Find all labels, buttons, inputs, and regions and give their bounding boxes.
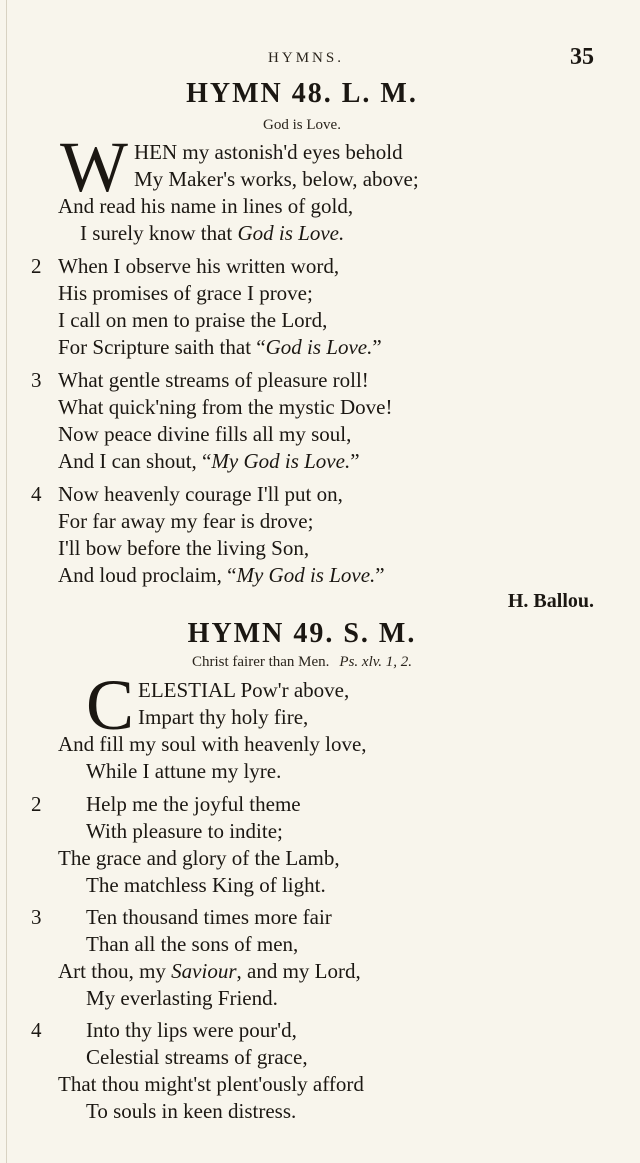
verse-text: I surely know that — [80, 221, 238, 245]
verse-line: To souls in keen distress. — [86, 1099, 297, 1123]
hymn-49-dropcap: C — [86, 665, 135, 745]
verse-line: Ten thousand times more fair — [86, 905, 332, 929]
verse-line: Help me the joyful theme — [86, 792, 301, 816]
hymn-49-scripture-ref: Ps. xlv. 1, 2. — [339, 654, 413, 670]
verse-line: Impart thy holy fire, — [138, 705, 309, 729]
hymn-48-subtitle: God is Love. — [263, 117, 341, 133]
verse-text: And I can shout, “ — [58, 449, 212, 473]
verse-number: 2 — [31, 254, 42, 278]
verse-line: My everlasting Friend. — [86, 986, 278, 1010]
verse-text: Art thou, my — [58, 959, 172, 983]
verse-line: Into thy lips were pour'd, — [86, 1018, 297, 1042]
verse-line: HEN my astonish'd eyes behold — [134, 140, 403, 164]
verse-number: 4 — [31, 482, 42, 506]
verse-line: What gentle streams of pleasure roll! — [58, 368, 369, 392]
verse-line: When I observe his written word, — [58, 254, 340, 278]
verse-line — [58, 958, 361, 984]
verse-text: ” — [375, 563, 385, 587]
hymn-48-heading: HYMN 48. L. M. — [186, 78, 418, 109]
hymn-48-attribution: H. Ballou. — [507, 590, 594, 612]
running-head — [0, 44, 640, 74]
verse-line — [58, 448, 360, 474]
verse-line: Now peace divine fills all my soul, — [58, 422, 352, 446]
verse-line — [58, 562, 385, 588]
hymn-49-subtitle-text: Christ fairer than Men. — [191, 654, 330, 670]
verse-line: For far away my fear is drove; — [58, 509, 314, 533]
verse-italic-text: God is Love. — [265, 335, 373, 359]
verse-text: ” — [350, 449, 360, 473]
verse-line — [80, 220, 344, 246]
page-number: 35 — [570, 44, 594, 70]
verse-text: ” — [372, 335, 382, 359]
verse-italic-text: Saviour — [171, 959, 237, 983]
verse-line: My Maker's works, below, above; — [134, 167, 419, 191]
verse-line: I'll bow before the living Son, — [58, 536, 310, 560]
page-edge-rule — [6, 0, 7, 1163]
verse-text: For Scripture saith that “ — [58, 335, 266, 359]
verse-line: That thou might'st plent'ously afford — [58, 1072, 364, 1096]
verse-line: The matchless King of light. — [86, 873, 326, 897]
running-title: HYMNS. — [268, 50, 344, 66]
verse-line: Celestial streams of grace, — [86, 1045, 308, 1069]
verse-line: And read his name in lines of gold, — [58, 194, 354, 218]
hymn-48-dropcap: W — [60, 127, 128, 207]
verse-number: 3 — [31, 905, 42, 929]
verse-italic-text: God is Love. — [237, 221, 345, 245]
verse-italic-text: My God is Love. — [236, 563, 376, 587]
verse-number: 2 — [31, 792, 42, 816]
verse-line: I call on men to praise the Lord, — [58, 308, 328, 332]
verse-italic-text: My God is Love. — [211, 449, 351, 473]
verse-line: Than all the sons of men, — [86, 932, 299, 956]
verse-line: The grace and glory of the Lamb, — [58, 846, 340, 870]
verse-line: While I attune my lyre. — [86, 759, 282, 783]
verse-number: 4 — [31, 1018, 42, 1042]
verse-line — [58, 334, 382, 360]
verse-number: 3 — [31, 368, 42, 392]
verse-text: , and my Lord, — [236, 959, 361, 983]
verse-line: What quick'ning from the mystic Dove! — [58, 395, 393, 419]
verse-line: His promises of grace I prove; — [58, 281, 313, 305]
verse-line: ELESTIAL Pow'r above, — [138, 678, 350, 702]
verse-line: And fill my soul with heavenly love, — [58, 732, 367, 756]
verse-line: With pleasure to indite; — [86, 819, 283, 843]
hymn-49-heading: HYMN 49. S. M. — [187, 618, 417, 649]
verse-line: Now heavenly courage I'll put on, — [58, 482, 343, 506]
verse-text: And loud proclaim, “ — [58, 563, 237, 587]
